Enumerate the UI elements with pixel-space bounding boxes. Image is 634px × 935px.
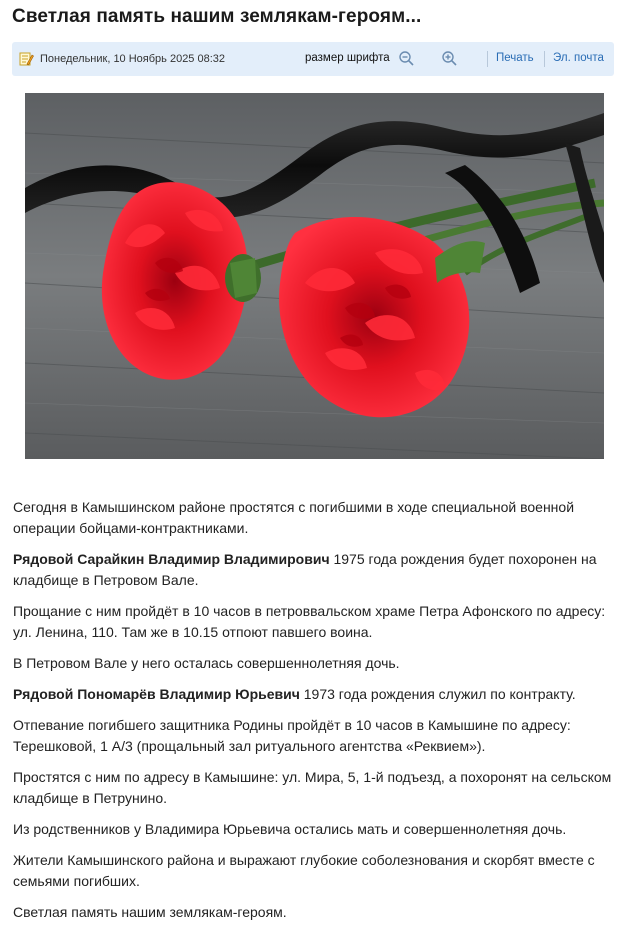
- paragraph: В Петровом Вале у него осталась совершеннолетняя дочь.: [13, 655, 400, 671]
- zoom-in-icon[interactable]: [441, 50, 458, 67]
- paragraph: Жители Камышинского района и выражают глубокие соболезнования и скорбят вместе с семьями погибших.: [13, 852, 595, 889]
- paragraph: Сегодня в Камышинском районе простятся с погибшими в ходе специальной военной операции бойцами-контрактниками.: [13, 499, 575, 536]
- paragraph-rest: 1975 года рождения будет похоронен на кладбище в Петровом Вале.: [13, 551, 597, 588]
- zoom-out-icon[interactable]: [398, 50, 415, 67]
- email-link[interactable]: Эл. почта: [553, 52, 604, 64]
- toolbar-divider: [544, 51, 545, 67]
- paragraph-bold-name: Рядовой Сарайкин Владимир Владимирович: [13, 551, 330, 567]
- paragraph-bold-name: Рядовой Пономарёв Владимир Юрьевич: [13, 686, 300, 702]
- article-body: [13, 497, 623, 933]
- edit-icon: [18, 51, 34, 67]
- paragraph-rest: 1973 года рождения служил по контракту.: [299, 686, 576, 702]
- article-toolbar: [12, 42, 614, 76]
- print-link[interactable]: Печать: [496, 52, 534, 64]
- paragraph: [13, 549, 623, 591]
- article-title: Светлая память нашим землякам-героям...: [12, 6, 422, 27]
- paragraph: Отпевание погибшего защитника Родины пройдёт в 10 часов в Камышине по адресу: Терешковой, 1 А/3 (прощальный зал ритуального агентства «Реквием»).: [13, 717, 571, 754]
- paragraph: [13, 684, 623, 705]
- paragraph: Прощание с ним пройдёт в 10 часов в петроввальском храме Петра Афонского по адресу: ул. Ленина, 110. Там же в 10.15 отпоют павшего воина.: [13, 603, 606, 640]
- paragraph: Светлая память нашим землякам-героям.: [13, 904, 287, 920]
- paragraph: Из родственников у Владимира Юрьевича остались мать и совершеннолетняя дочь.: [13, 821, 567, 837]
- carnations-ribbon-image: [25, 93, 604, 459]
- article-photo: [25, 93, 604, 459]
- publish-date: Понедельник, 10 Ноябрь 2025 08:32: [40, 53, 226, 65]
- toolbar-divider: [487, 51, 488, 67]
- font-size-label: размер шрифта: [305, 52, 390, 64]
- paragraph: Простятся с ним по адресу в Камышине: ул. Мира, 5, 1-й подъезд, а похоронят на сельском кладбище в Петрунино.: [13, 769, 612, 806]
